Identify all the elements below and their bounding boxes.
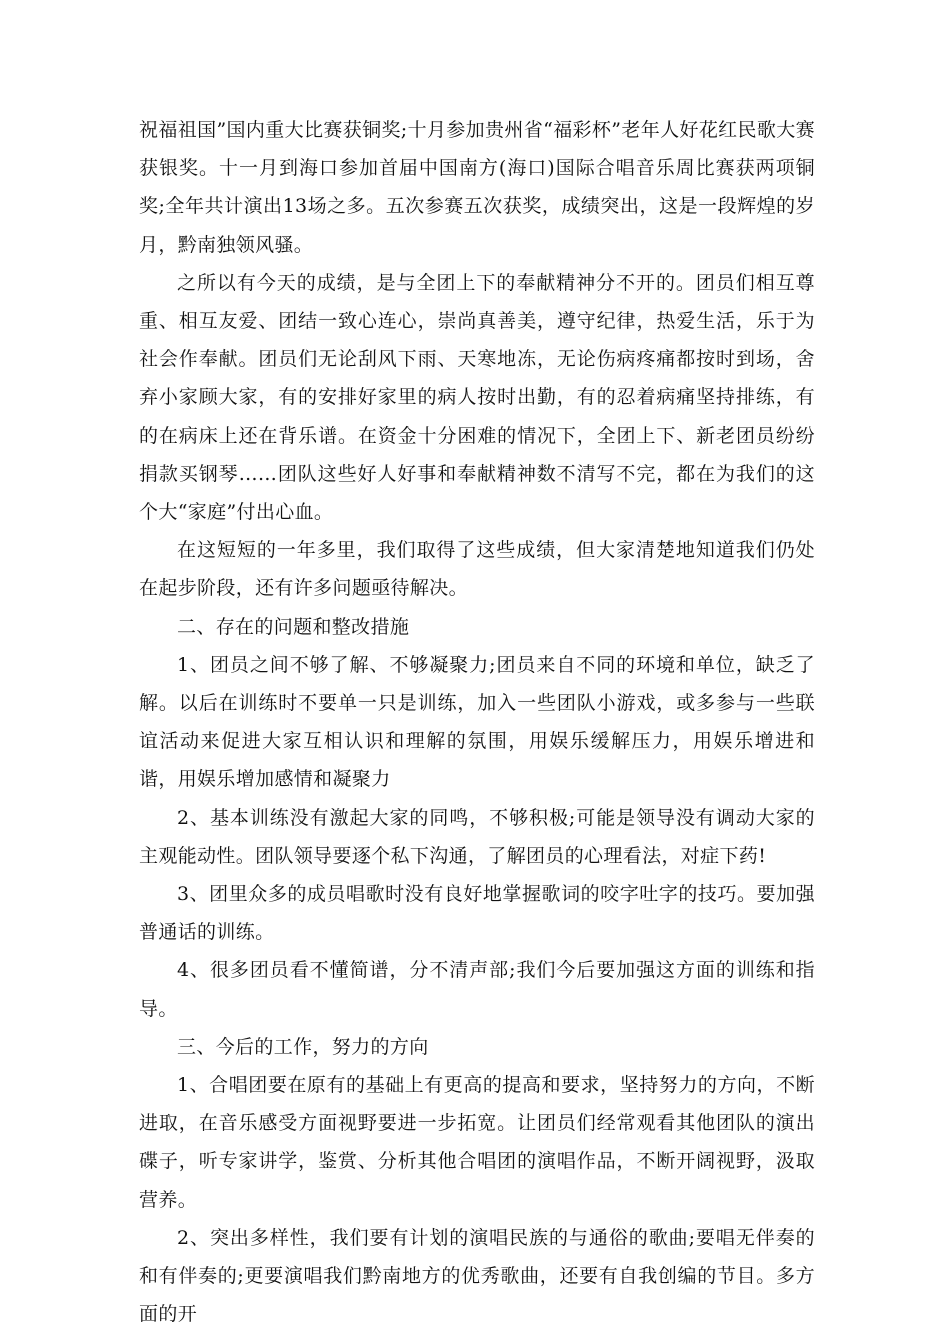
section-heading-future: 三、今后的工作，努力的方向 bbox=[177, 1035, 429, 1058]
problem-item-2: 2、基本训练没有激起大家的同鸣，不够积极;可能是领导没有调动大家的主观能动性。团队领导要逐个私下沟通，了解团员的心理看法，对症下药! bbox=[139, 806, 815, 867]
paragraph-1: 祝福祖国”国内重大比赛获铜奖;十月参加贵州省“福彩杯”老年人好花红民歌大赛获银奖。十一月到海口参加首届中国南方(海口)国际合唱音乐周比赛获两项铜奖;全年共计演出13场之多。五次参赛五次获奖，成绩突出，这是一段辉煌的岁月，黔南独领风骚。 bbox=[139, 119, 815, 256]
document-body bbox=[139, 111, 815, 1334]
future-item-2: 2、突出多样性，我们要有计划的演唱民族的与通俗的歌曲;要唱无伴奏的和有伴奏的;更要演唱我们黔南地方的优秀歌曲，还要有自我创编的节目。多方面的开 bbox=[139, 1226, 815, 1326]
problem-item-4: 4、很多团员看不懂简谱，分不清声部;我们今后要加强这方面的训练和指导。 bbox=[139, 959, 815, 1020]
section-heading-problems: 二、存在的问题和整改措施 bbox=[177, 615, 410, 638]
paragraph-3: 在这短短的一年多里，我们取得了这些成绩，但大家清楚地知道我们仍处在起步阶段，还有许多问题亟待解决。 bbox=[139, 539, 815, 600]
problem-item-3: 3、团里众多的成员唱歌时没有良好地掌握歌词的咬字吐字的技巧。要加强普通话的训练。 bbox=[139, 883, 815, 944]
future-item-1: 1、合唱团要在原有的基础上有更高的提高和要求，坚持努力的方向，不断进取，在音乐感受方面视野要进一步拓宽。让团员们经常观看其他团队的演出碟子，听专家讲学，鉴赏、分析其他合唱团的演唱作品，不断开阔视野，汲取营养。 bbox=[139, 1074, 815, 1211]
paragraph-2: 之所以有今天的成绩，是与全团上下的奉献精神分不开的。团员们相互尊重、相互友爱、团结一致心连心，崇尚真善美，遵守纪律，热爱生活，乐于为社会作奉献。团员们无论刮风下雨、天寒地冻，无论伤病疼痛都按时到场，舍弃小家顾大家，有的安排好家里的病人按时出勤，有的忍着病痛坚持排练，有的在病床上还在背乐谱。在资金十分困难的情况下，全团上下、新老团员纷纷捐款买钢琴……团队这些好人好事和奉献精神数不清写不完，都在为我们的这个大“家庭”付出心血。 bbox=[139, 271, 815, 524]
problem-item-1: 1、团员之间不够了解、不够凝聚力;团员来自不同的环境和单位，缺乏了解。以后在训练时不要单一只是训练，加入一些团队小游戏，或多参与一些联谊活动来促进大家互相认识和理解的氛围，用娱乐缓解压力，用娱乐增进和谐，用娱乐增加感情和凝聚力 bbox=[139, 653, 815, 791]
